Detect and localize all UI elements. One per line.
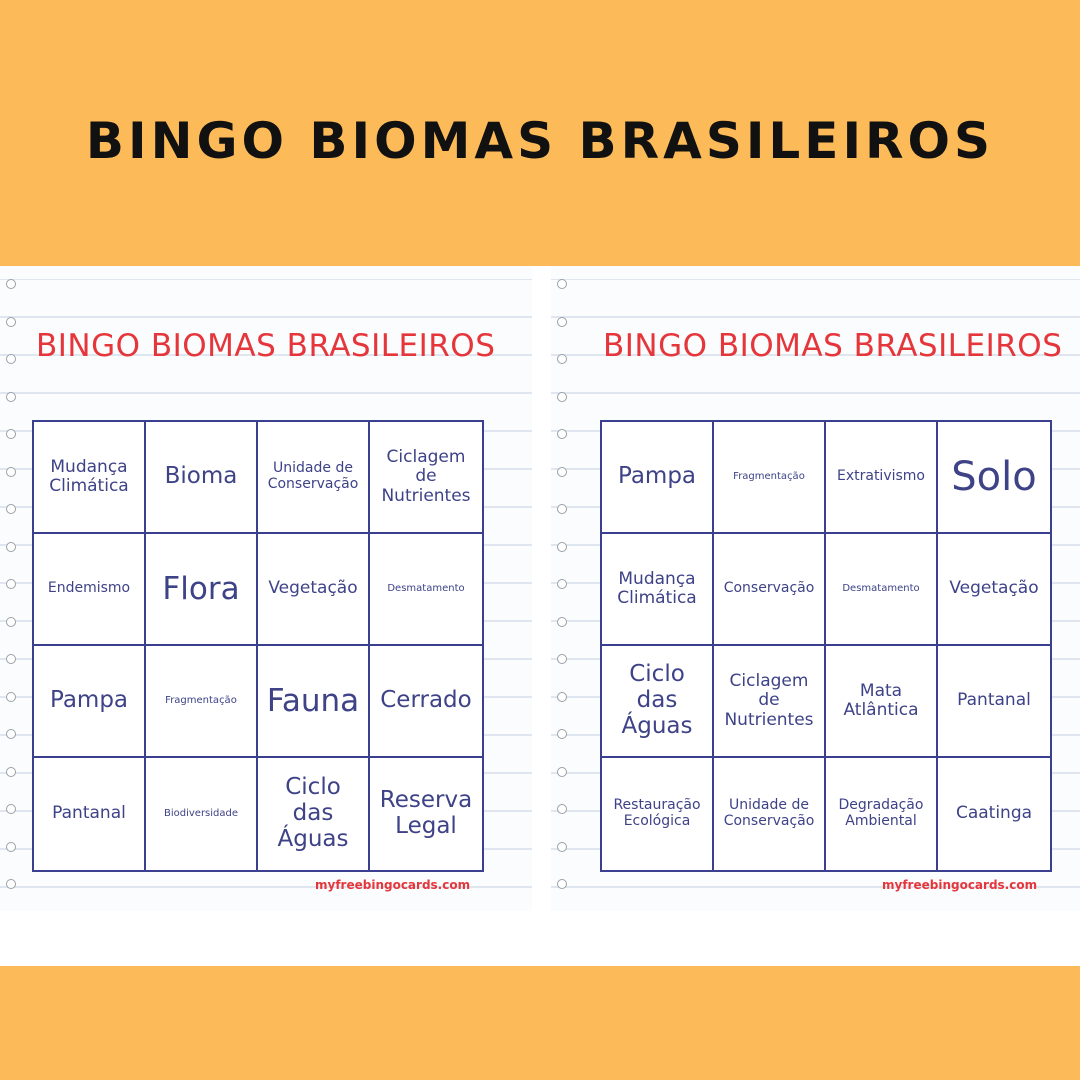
grid-cell: Flora	[146, 534, 258, 646]
grid-cell: Desmatamento	[826, 534, 938, 646]
grid-cell: Vegetação	[258, 534, 370, 646]
grid-cell: Restauração Ecológica	[602, 758, 714, 870]
grid-cell: Vegetação	[938, 534, 1050, 646]
grid-cell: Pampa	[34, 646, 146, 758]
bingo-grid	[600, 420, 1052, 872]
binder-hole-icon	[6, 279, 16, 289]
grid-cell: Pampa	[602, 422, 714, 534]
grid-cell: Degradação Ambiental	[826, 758, 938, 870]
grid-cell: Endemismo	[34, 534, 146, 646]
binder-hole-icon	[6, 654, 16, 664]
binder-hole-icon	[557, 804, 567, 814]
binder-hole-icon	[557, 354, 567, 364]
grid-cell: Mudança Climática	[34, 422, 146, 534]
grid-cell: Pantanal	[938, 646, 1050, 758]
grid-cell: Fragmentação	[714, 422, 826, 534]
binder-hole-icon	[557, 392, 567, 402]
binder-hole-icon	[557, 842, 567, 852]
card-title: BINGO BIOMAS BRASILEIROS	[36, 328, 496, 364]
grid-cell: Ciclo das Águas	[258, 758, 370, 870]
bingo-card-1	[0, 266, 532, 911]
binder-hole-icon	[557, 617, 567, 627]
grid-cell: Fauna	[258, 646, 370, 758]
grid-cell: Ciclo das Águas	[602, 646, 714, 758]
footer-link[interactable]: myfreebingocards.com	[315, 878, 471, 892]
binder-hole-icon	[557, 879, 567, 889]
binder-hole-icon	[6, 579, 16, 589]
binder-hole-icon	[557, 729, 567, 739]
grid-cell: Conservação	[714, 534, 826, 646]
binder-hole-icon	[557, 579, 567, 589]
binder-hole-icon	[557, 467, 567, 477]
binder-hole-icon	[6, 467, 16, 477]
binder-hole-icon	[6, 429, 16, 439]
binder-hole-icon	[6, 392, 16, 402]
binder-hole-icon	[557, 767, 567, 777]
grid-cell: Solo	[938, 422, 1050, 534]
grid-cell: Desmatamento	[370, 534, 482, 646]
binder-hole-icon	[6, 542, 16, 552]
binder-hole-icon	[557, 279, 567, 289]
grid-cell: Caatinga	[955, 803, 1033, 824]
grid-cell: Cerrado	[370, 646, 482, 758]
binder-hole-icon	[557, 504, 567, 514]
binder-hole-icon	[6, 804, 16, 814]
grid-cell: Unidade de Conservação	[258, 422, 370, 534]
bingo-grid	[32, 420, 484, 872]
page-title: BINGO BIOMAS BRASILEIROS	[85, 112, 995, 170]
grid-cell: Ciclagem de Nutrientes	[370, 422, 482, 534]
grid-cell: Reserva Legal	[379, 787, 473, 839]
binder-hole-icon	[557, 317, 567, 327]
grid-cell: Mudança Climática	[602, 534, 714, 646]
binder-hole-icon	[6, 317, 16, 327]
binder-hole-icon	[6, 617, 16, 627]
grid-cell: Unidade de Conservação	[714, 758, 826, 870]
grid-cell: Fragmentação	[146, 646, 258, 758]
binder-holes	[0, 266, 30, 911]
grid-cell: Ciclagem de Nutrientes	[714, 646, 826, 758]
binder-hole-icon	[6, 879, 16, 889]
card-title: BINGO BIOMAS BRASILEIROS	[603, 328, 1063, 364]
binder-hole-icon	[6, 842, 16, 852]
footer-link[interactable]: myfreebingocards.com	[882, 878, 1038, 892]
bingo-card-2	[551, 266, 1080, 911]
binder-hole-icon	[6, 767, 16, 777]
binder-hole-icon	[6, 354, 16, 364]
grid-cell: Extrativismo	[826, 422, 938, 534]
binder-hole-icon	[557, 429, 567, 439]
binder-hole-icon	[557, 654, 567, 664]
binder-hole-icon	[6, 692, 16, 702]
binder-hole-icon	[557, 542, 567, 552]
grid-cell: Pantanal	[34, 758, 146, 870]
binder-hole-icon	[557, 692, 567, 702]
binder-hole-icon	[6, 729, 16, 739]
grid-cell: Biodiversidade	[146, 758, 258, 870]
grid-cell: Mata Atlântica	[826, 646, 938, 758]
binder-holes	[551, 266, 581, 911]
grid-cell: Bioma	[146, 422, 258, 534]
binder-hole-icon	[6, 504, 16, 514]
